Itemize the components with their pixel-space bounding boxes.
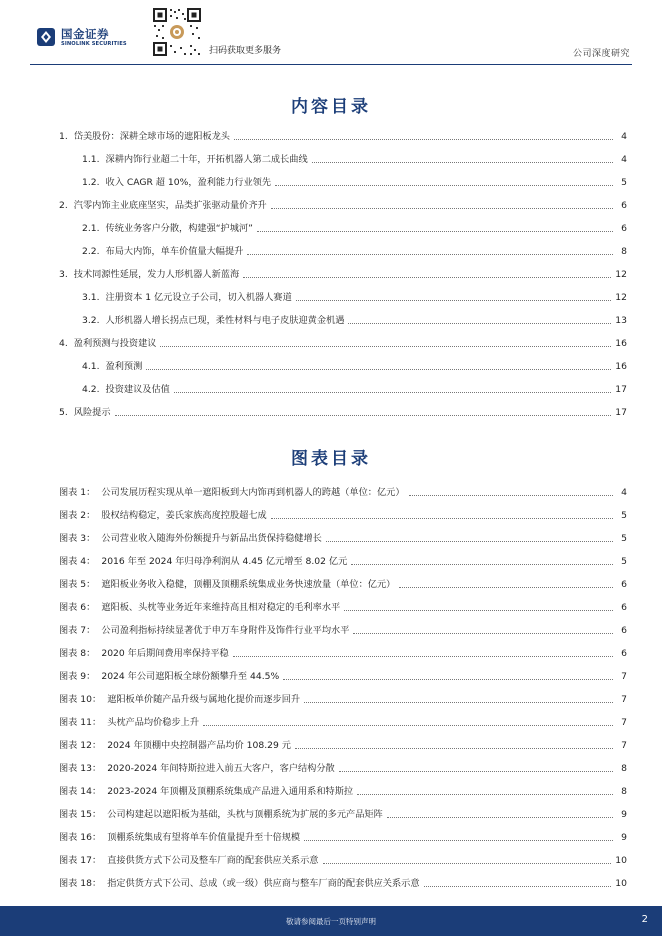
dot-leader bbox=[326, 541, 613, 542]
figure-entry[interactable] bbox=[59, 760, 627, 774]
toc-entry-number: 1.1. bbox=[82, 154, 100, 165]
dot-leader bbox=[424, 886, 612, 887]
toc-entry-title: 岱美股份：深耕全球市场的遮阳板龙头 bbox=[73, 131, 230, 142]
figure-entry-number: 图表 13： bbox=[59, 763, 102, 774]
figure-entry-title: 直接供货方式下公司及整车厂商的配套供应关系示意 bbox=[107, 855, 319, 866]
figure-entry[interactable] bbox=[59, 530, 627, 544]
toc-entry-number: 1. bbox=[59, 131, 68, 142]
dot-leader bbox=[271, 518, 613, 519]
dot-leader bbox=[357, 794, 613, 795]
figure-entry-number: 图表 4： bbox=[59, 556, 96, 567]
toc-entry-page: 6 bbox=[621, 200, 627, 211]
dot-leader bbox=[296, 300, 612, 301]
dot-leader bbox=[348, 323, 611, 324]
toc-entry[interactable] bbox=[59, 128, 627, 142]
toc-entry-title: 深耕内饰行业超二十年，开拓机器人第二成长曲线 bbox=[105, 154, 308, 165]
toc-entry-number: 1.2. bbox=[82, 177, 100, 188]
toc-entry-number: 4.1. bbox=[82, 361, 100, 372]
dot-leader bbox=[387, 817, 613, 818]
figure-entry-page: 9 bbox=[621, 809, 627, 820]
figure-entry-page: 10 bbox=[615, 878, 627, 889]
dot-leader bbox=[275, 185, 613, 186]
scan-prompt: 扫码获取更多服务 bbox=[209, 46, 282, 56]
toc-entry-number: 3. bbox=[59, 269, 68, 280]
toc-entry-number: 2.2. bbox=[82, 246, 100, 257]
figure-entry[interactable] bbox=[59, 484, 627, 498]
figure-entry[interactable] bbox=[59, 576, 627, 590]
dot-leader bbox=[243, 277, 611, 278]
toc-entry[interactable] bbox=[82, 381, 627, 395]
toc-entry-page: 12 bbox=[615, 292, 627, 303]
toc-entry[interactable] bbox=[82, 174, 627, 188]
toc-entry[interactable] bbox=[82, 312, 627, 326]
toc-entry[interactable] bbox=[82, 358, 627, 372]
dot-leader bbox=[160, 346, 611, 347]
figure-entry-page: 7 bbox=[621, 694, 627, 705]
figure-entry[interactable] bbox=[59, 852, 627, 866]
figure-entry[interactable] bbox=[59, 599, 627, 613]
figure-entry-number: 图表 16： bbox=[59, 832, 102, 843]
toc-entry-title: 布局大内饰，单车价值量大幅提升 bbox=[105, 246, 244, 257]
figure-entry-number: 图表 9： bbox=[59, 671, 96, 682]
figure-entry-title: 遮阳板业务收入稳健，顶棚及顶棚系统集成业务快速放量（单位：亿元） bbox=[101, 579, 396, 590]
figure-entry[interactable] bbox=[59, 622, 627, 636]
toc-entry-title: 注册资本 1 亿元设立子公司，切入机器人赛道 bbox=[105, 292, 292, 303]
dot-leader bbox=[353, 633, 613, 634]
toc-entry-number: 2. bbox=[59, 200, 68, 211]
figure-entry[interactable] bbox=[59, 553, 627, 567]
toc-entry-page: 17 bbox=[615, 384, 627, 395]
toc-entry-page: 12 bbox=[615, 269, 627, 280]
figure-entry-number: 图表 14： bbox=[59, 786, 102, 797]
dot-leader bbox=[271, 208, 613, 209]
toc-entry-page: 5 bbox=[621, 177, 627, 188]
figure-entry-title: 顶棚系统集成有望将单车价值量提升至十倍规模 bbox=[107, 832, 301, 843]
toc-entry-title: 盈利预测 bbox=[105, 361, 143, 372]
dot-leader bbox=[351, 564, 613, 565]
figure-entry-title: 公司营业收入随海外份额提升与新品出货保持稳健增长 bbox=[101, 533, 322, 544]
toc-entry-title: 风险提示 bbox=[73, 407, 111, 418]
figure-entry-number: 图表 6： bbox=[59, 602, 96, 613]
figure-entry-title: 2020 年后期间费用率保持平稳 bbox=[101, 648, 229, 659]
dot-leader bbox=[247, 254, 613, 255]
figure-entry-title: 2020-2024 年间特斯拉进入前五大客户，客户结构分散 bbox=[107, 763, 335, 774]
figure-entry-number: 图表 17： bbox=[59, 855, 102, 866]
dot-leader bbox=[283, 679, 613, 680]
toc-entry-title: 汽零内饰主业底座坚实，品类扩张驱动量价齐升 bbox=[73, 200, 267, 211]
figure-entry-page: 5 bbox=[621, 556, 627, 567]
dot-leader bbox=[399, 587, 613, 588]
figure-entry-number: 图表 15： bbox=[59, 809, 102, 820]
toc-entry-title: 传统业务客户分散，构建强“护城河” bbox=[105, 223, 253, 234]
dot-leader bbox=[323, 863, 612, 864]
figure-entry[interactable] bbox=[59, 783, 627, 797]
header-divider bbox=[30, 64, 632, 65]
toc-entry-page: 6 bbox=[621, 223, 627, 234]
dot-leader bbox=[304, 840, 613, 841]
figure-entry[interactable] bbox=[59, 806, 627, 820]
report-type-label: 公司深度研究 bbox=[572, 49, 630, 59]
figure-entry[interactable] bbox=[59, 737, 627, 751]
footer-disclaimer: 敬请参阅最后一页特别声明 bbox=[286, 917, 376, 926]
dot-leader bbox=[312, 162, 613, 163]
figure-entry-number: 图表 8： bbox=[59, 648, 96, 659]
figure-entry-number: 图表 11： bbox=[59, 717, 102, 728]
toc-entry-number: 5. bbox=[59, 407, 68, 418]
figure-entry-title: 公司盈利指标持续显著优于申万车身附件及饰件行业平均水平 bbox=[101, 625, 350, 636]
figure-entry-title: 2016 年至 2024 年归母净利润从 4.45 亿元增至 8.02 亿元 bbox=[101, 556, 348, 567]
figure-entry-page: 4 bbox=[621, 487, 627, 498]
figures-title: 图表目录 bbox=[291, 449, 371, 469]
dot-leader bbox=[257, 231, 613, 232]
figure-entry-number: 图表 7： bbox=[59, 625, 96, 636]
toc-entry-number: 4. bbox=[59, 338, 68, 349]
sinolink-logo-icon bbox=[36, 27, 56, 47]
figure-entry-page: 6 bbox=[621, 648, 627, 659]
figure-entry[interactable] bbox=[59, 714, 627, 728]
figure-entry-page: 6 bbox=[621, 625, 627, 636]
figure-entry-number: 图表 10： bbox=[59, 694, 102, 705]
page-header bbox=[0, 0, 662, 64]
figure-entry-page: 7 bbox=[621, 740, 627, 751]
figure-entry[interactable] bbox=[59, 875, 627, 889]
figure-entry-page: 5 bbox=[621, 533, 627, 544]
dot-leader bbox=[295, 748, 613, 749]
toc-entry-page: 17 bbox=[615, 407, 627, 418]
toc-entry[interactable] bbox=[59, 404, 627, 418]
figure-entry-title: 股权结构稳定，姜氏家族高度控股超七成 bbox=[101, 510, 267, 521]
company-logo bbox=[36, 26, 144, 50]
toc-entry[interactable] bbox=[59, 266, 627, 280]
toc-entry[interactable] bbox=[59, 197, 627, 211]
figure-entry[interactable] bbox=[59, 691, 627, 705]
qr-code-icon[interactable] bbox=[151, 6, 203, 58]
figure-entry-page: 5 bbox=[621, 510, 627, 521]
figure-entry-title: 遮阳板、头枕等业务近年来维持高且相对稳定的毛利率水平 bbox=[101, 602, 341, 613]
figure-entry-page: 7 bbox=[621, 717, 627, 728]
dot-leader bbox=[304, 702, 613, 703]
dot-leader bbox=[339, 771, 613, 772]
toc-entry[interactable] bbox=[59, 335, 627, 349]
figure-entry-page: 8 bbox=[621, 786, 627, 797]
figure-entry-number: 图表 12： bbox=[59, 740, 102, 751]
toc-entry[interactable] bbox=[82, 220, 627, 234]
figure-entry-number: 图表 2： bbox=[59, 510, 96, 521]
figure-entry-page: 6 bbox=[621, 602, 627, 613]
dot-leader bbox=[234, 139, 613, 140]
figure-entry-page: 9 bbox=[621, 832, 627, 843]
figure-entry-title: 2024 年公司遮阳板全球份额攀升至 44.5% bbox=[101, 671, 280, 682]
toc-entry-page: 16 bbox=[615, 361, 627, 372]
figure-entry[interactable] bbox=[59, 668, 627, 682]
figure-entry-title: 指定供货方式下公司、总成（或一级）供应商与整车厂商的配套供应关系示意 bbox=[107, 878, 420, 889]
figure-entry[interactable] bbox=[59, 507, 627, 521]
toc-entry[interactable] bbox=[82, 243, 627, 257]
figure-entry-number: 图表 1： bbox=[59, 487, 96, 498]
figure-entry-page: 8 bbox=[621, 763, 627, 774]
figure-entry-page: 7 bbox=[621, 671, 627, 682]
toc-entry-title: 人形机器人增长拐点已现，柔性材料与电子皮肤迎黄金机遇 bbox=[105, 315, 345, 326]
page-number: 2 bbox=[641, 914, 648, 925]
figure-entry[interactable] bbox=[59, 645, 627, 659]
figure-entry-title: 遮阳板单价随产品升级与属地化提价而逐步回升 bbox=[107, 694, 301, 705]
figure-entry-title: 2024 年顶棚中央控制器产品均价 108.29 元 bbox=[107, 740, 291, 751]
logo-english-name: SINOLINK SECURITIES bbox=[61, 41, 127, 47]
toc-entry-title: 技术同源性延展，发力人形机器人新蓝海 bbox=[73, 269, 240, 280]
logo-chinese-name: 国金证券 bbox=[61, 27, 109, 41]
toc-entry-title: 收入 CAGR 超 10%，盈利能力行业领先 bbox=[105, 177, 272, 188]
toc-entry-page: 8 bbox=[621, 246, 627, 257]
figure-entry[interactable] bbox=[59, 829, 627, 843]
toc-entry-title: 投资建议及估值 bbox=[105, 384, 170, 395]
toc-entry-page: 16 bbox=[615, 338, 627, 349]
figure-entry-title: 公司发展历程实现从单一遮阳板到大内饰再到机器人的跨越（单位：亿元） bbox=[101, 487, 405, 498]
toc-entry-title: 盈利预测与投资建议 bbox=[73, 338, 157, 349]
dot-leader bbox=[203, 725, 613, 726]
toc-entry-number: 3.2. bbox=[82, 315, 100, 326]
toc-entry-number: 4.2. bbox=[82, 384, 100, 395]
toc-entry-page: 4 bbox=[621, 131, 627, 142]
figure-entry-page: 10 bbox=[615, 855, 627, 866]
page-footer bbox=[0, 906, 662, 936]
figure-entry-number: 图表 3： bbox=[59, 533, 96, 544]
figure-entry-title: 2023-2024 年顶棚及顶棚系统集成产品进入通用系和特斯拉 bbox=[107, 786, 354, 797]
toc-entry[interactable] bbox=[82, 289, 627, 303]
figure-entry-title: 头枕产品均价稳步上升 bbox=[107, 717, 200, 728]
toc-entry-page: 4 bbox=[621, 154, 627, 165]
figure-entry-title: 公司构建起以遮阳板为基础，头枕与顶棚系统为扩展的多元产品矩阵 bbox=[107, 809, 383, 820]
dot-leader bbox=[174, 392, 611, 393]
dot-leader bbox=[146, 369, 611, 370]
dot-leader bbox=[409, 495, 613, 496]
toc-entry-number: 2.1. bbox=[82, 223, 100, 234]
dot-leader bbox=[233, 656, 613, 657]
toc-entry[interactable] bbox=[82, 151, 627, 165]
toc-entry-page: 13 bbox=[615, 315, 627, 326]
toc-entry-number: 3.1. bbox=[82, 292, 100, 303]
figure-entry-number: 图表 18： bbox=[59, 878, 102, 889]
toc-title: 内容目录 bbox=[291, 97, 371, 117]
dot-leader bbox=[344, 610, 613, 611]
dot-leader bbox=[115, 415, 612, 416]
figure-entry-page: 6 bbox=[621, 579, 627, 590]
figure-entry-number: 图表 5： bbox=[59, 579, 96, 590]
